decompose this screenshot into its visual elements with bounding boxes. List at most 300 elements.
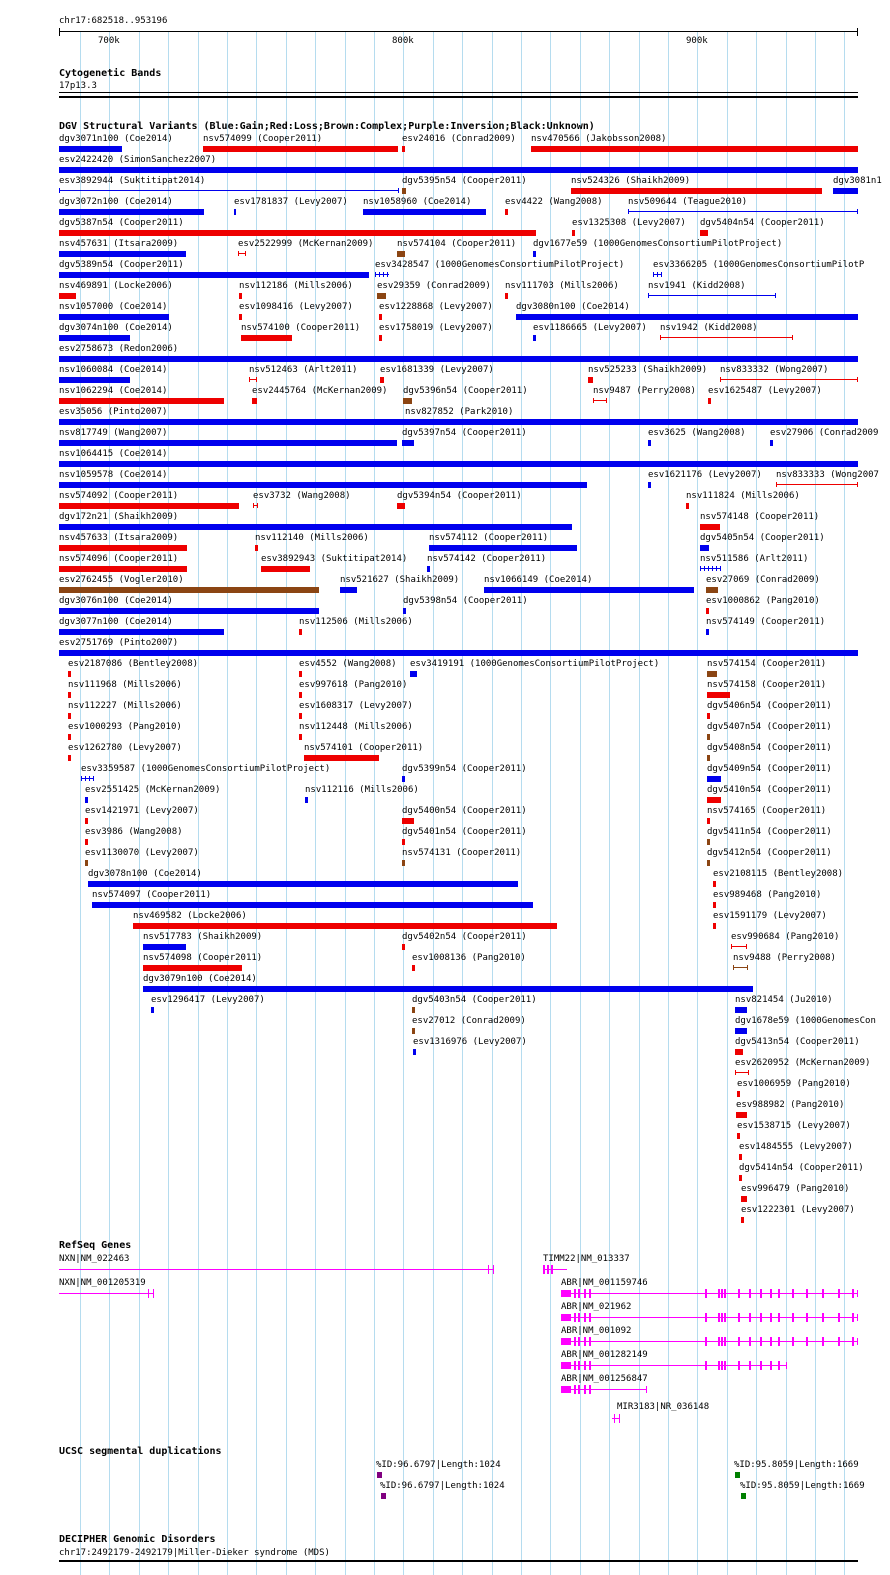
variant-bar[interactable] <box>706 587 718 593</box>
gene-exon <box>738 1313 740 1322</box>
variant-bar[interactable] <box>402 440 414 446</box>
gene-exon <box>806 1337 808 1346</box>
variant-bar[interactable] <box>713 923 716 929</box>
gene-exon <box>838 1337 840 1346</box>
variant-bar[interactable] <box>713 881 716 887</box>
variant-label: dgv3077n100 (Coe2014) <box>59 617 173 627</box>
gene-label[interactable]: ABR|NM_001159746 <box>561 1278 648 1288</box>
gene-exon <box>822 1337 824 1346</box>
variant-label: esv1325308 (Levy2007) <box>572 218 686 228</box>
variant-bar[interactable] <box>81 778 93 779</box>
variant-bar[interactable] <box>299 671 302 677</box>
variant-bar-cap <box>733 965 734 970</box>
segdup-label[interactable]: %ID:96.6797|Length:1024 <box>376 1460 501 1470</box>
variant-bar[interactable] <box>143 986 753 992</box>
variant-label: dgv3079n100 (Coe2014) <box>143 974 257 984</box>
variant-bar[interactable] <box>505 209 508 215</box>
variant-bar-tick <box>653 272 654 277</box>
gene-exon <box>770 1361 772 1370</box>
variant-bar[interactable] <box>85 797 88 803</box>
gene-exon <box>738 1289 740 1298</box>
variant-bar[interactable] <box>707 839 710 845</box>
variant-bar[interactable] <box>731 946 747 947</box>
variant-bar[interactable] <box>720 379 858 380</box>
variant-bar[interactable] <box>59 146 122 152</box>
variant-bar[interactable] <box>707 797 721 803</box>
variant-bar[interactable] <box>253 505 258 506</box>
variant-label: esv27012 (Conrad2009) <box>412 1016 526 1026</box>
variant-bar[interactable] <box>700 524 720 530</box>
variant-bar[interactable] <box>708 398 711 404</box>
gene-exon <box>721 1289 723 1298</box>
variant-bar[interactable] <box>713 902 716 908</box>
variant-bar[interactable] <box>397 251 405 257</box>
variant-bar[interactable] <box>255 545 258 551</box>
variant-bar[interactable] <box>85 818 88 824</box>
variant-bar[interactable] <box>85 860 88 866</box>
variant-bar[interactable] <box>707 818 710 824</box>
variant-bar[interactable] <box>737 1091 740 1097</box>
variant-bar[interactable] <box>299 713 302 719</box>
variant-label: nsv511586 (Arlt2011) <box>700 554 809 564</box>
variant-bar[interactable] <box>707 692 730 698</box>
variant-label: dgv5411n54 (Cooper2011) <box>707 827 832 837</box>
variant-bar[interactable] <box>375 274 389 275</box>
variant-label: esv2108115 (Bentley2008) <box>713 869 844 879</box>
variant-bar[interactable] <box>59 545 187 551</box>
variant-bar[interactable] <box>505 293 508 299</box>
variant-bar[interactable] <box>402 860 405 866</box>
grid-line <box>286 32 287 1575</box>
variant-label: esv1228868 (Levy2007) <box>379 302 493 312</box>
variant-label: nsv1064415 (Coe2014) <box>59 449 168 459</box>
variant-bar[interactable] <box>239 293 242 299</box>
gene-exon <box>778 1313 780 1322</box>
variant-label: dgv3081n1 <box>833 176 882 186</box>
gene-exon <box>589 1337 591 1346</box>
variant-bar[interactable] <box>203 146 398 152</box>
variant-label: nsv111968 (Mills2006) <box>68 680 182 690</box>
variant-label: nsv574098 (Cooper2011) <box>143 953 263 963</box>
variant-bar[interactable] <box>143 944 186 950</box>
variant-bar[interactable] <box>92 902 533 908</box>
variant-bar[interactable] <box>59 629 224 635</box>
variant-bar-cap <box>857 377 858 382</box>
variant-label: nsv574104 (Cooper2011) <box>397 239 517 249</box>
gene-label[interactable]: TIMM22|NM_013337 <box>543 1254 630 1264</box>
gene-exon <box>584 1313 586 1322</box>
variant-label: nsv112448 (Mills2006) <box>299 722 413 732</box>
variant-bar-cap <box>257 503 258 508</box>
variant-bar-tick <box>89 776 90 781</box>
variant-bar[interactable] <box>379 335 382 341</box>
variant-bar[interactable] <box>68 692 71 698</box>
variant-bar[interactable] <box>59 524 572 530</box>
variant-label: dgv5405n54 (Cooper2011) <box>700 533 825 543</box>
ruler-tick-mark <box>857 28 858 36</box>
track-title-decipher[interactable]: DECIPHER Genomic Disorders <box>59 1534 216 1545</box>
variant-label: nsv1941 (Kidd2008) <box>648 281 746 291</box>
variant-label: esv1186665 (Levy2007) <box>533 323 647 333</box>
gene-end-cap <box>857 1338 858 1345</box>
gene-label[interactable]: ABR|NM_021962 <box>561 1302 632 1312</box>
variant-bar[interactable] <box>707 671 717 677</box>
variant-bar[interactable] <box>59 650 858 656</box>
variant-bar[interactable] <box>686 503 689 509</box>
variant-label: nsv817749 (Wang2007) <box>59 428 168 438</box>
variant-label: dgv3071n100 (Coe2014) <box>59 134 173 144</box>
gene-intron-line[interactable] <box>59 1293 154 1294</box>
variant-bar[interactable] <box>700 545 709 551</box>
variant-bar[interactable] <box>151 1007 154 1013</box>
variant-label: esv1538715 (Levy2007) <box>737 1121 851 1131</box>
variant-label: esv1758019 (Levy2007) <box>379 323 493 333</box>
variant-bar[interactable] <box>402 818 414 824</box>
variant-bar[interactable] <box>59 272 369 278</box>
gene-exon <box>838 1289 840 1298</box>
variant-bar[interactable] <box>299 734 302 740</box>
variant-bar[interactable] <box>707 734 710 740</box>
gene-label[interactable]: ABR|NM_001256847 <box>561 1374 648 1384</box>
variant-label: nsv111703 (Mills2006) <box>505 281 619 291</box>
variant-bar[interactable] <box>427 566 430 572</box>
variant-bar[interactable] <box>143 965 242 971</box>
variant-bar[interactable] <box>238 253 246 254</box>
variant-bar[interactable] <box>402 146 405 152</box>
variant-bar[interactable] <box>59 167 858 173</box>
variant-bar[interactable] <box>739 1175 742 1181</box>
variant-bar[interactable] <box>648 295 776 296</box>
gene-exon <box>584 1289 586 1298</box>
variant-bar[interactable] <box>706 608 709 614</box>
gene-end-cap <box>619 1414 620 1423</box>
gene-intron-line[interactable] <box>561 1341 858 1342</box>
variant-bar[interactable] <box>736 1112 747 1118</box>
variant-label: dgv5389n54 (Cooper2011) <box>59 260 184 270</box>
gene-exon <box>578 1313 580 1322</box>
variant-label: nsv1059578 (Coe2014) <box>59 470 168 480</box>
variant-bar[interactable] <box>413 1049 416 1055</box>
variant-bar-tick <box>708 566 709 571</box>
variant-label: esv1484555 (Levy2007) <box>739 1142 853 1152</box>
variant-bar-tick <box>81 776 82 781</box>
variant-label: nsv521627 (Shaikh2009) <box>340 575 460 585</box>
segdup-label[interactable]: %ID:96.6797|Length:1024 <box>380 1481 505 1491</box>
variant-bar[interactable] <box>735 1028 747 1034</box>
track-title-dgv[interactable]: DGV Structural Variants (Blue:Gain;Red:Loss;Brown:Complex;Purple:Inversion;Black:Unknown) <box>59 121 595 132</box>
variant-bar[interactable] <box>412 965 415 971</box>
variant-bar[interactable] <box>59 293 76 299</box>
variant-bar[interactable] <box>429 545 577 551</box>
gene-exon <box>749 1289 751 1298</box>
variant-bar[interactable] <box>572 230 575 236</box>
variant-bar-cap <box>59 188 60 193</box>
variant-bar[interactable] <box>59 503 239 509</box>
variant-label: dgv3074n100 (Coe2014) <box>59 323 173 333</box>
variant-bar[interactable] <box>741 1196 747 1202</box>
variant-label: esv1006959 (Pang2010) <box>737 1079 851 1089</box>
variant-bar[interactable] <box>741 1217 744 1223</box>
ruler-tick-label: 900k <box>686 36 708 46</box>
variant-bar[interactable] <box>59 230 536 236</box>
track-title-segdup[interactable]: UCSC segmental duplications <box>59 1446 222 1457</box>
variant-bar[interactable] <box>59 440 397 446</box>
variant-bar[interactable] <box>770 440 773 446</box>
variant-bar[interactable] <box>380 377 384 383</box>
gene-intron-line[interactable] <box>561 1293 858 1294</box>
gene-exon <box>705 1361 707 1370</box>
variant-label: nsv9488 (Perry2008) <box>733 953 836 963</box>
variant-label: esv1000293 (Pang2010) <box>68 722 182 732</box>
variant-bar[interactable] <box>737 1133 740 1139</box>
variant-bar[interactable] <box>59 482 587 488</box>
variant-bar-tick <box>387 272 388 277</box>
variant-bar[interactable] <box>59 608 319 614</box>
variant-bar[interactable] <box>133 923 557 929</box>
gene-exon <box>852 1337 854 1346</box>
track-title-cytobands[interactable]: Cytogenetic Bands <box>59 68 162 79</box>
variant-label: esv27069 (Conrad2009) <box>706 575 820 585</box>
variant-bar[interactable] <box>735 1049 743 1055</box>
variant-label: nsv525233 (Shaikh2009) <box>588 365 708 375</box>
gene-intron-line[interactable] <box>59 1269 494 1270</box>
segdup-bar[interactable] <box>381 1493 386 1499</box>
variant-label: nsv574149 (Cooper2011) <box>706 617 826 627</box>
variant-bar[interactable] <box>735 1072 749 1073</box>
variant-bar[interactable] <box>59 587 319 593</box>
gene-exon <box>721 1337 723 1346</box>
variant-label: esv1608317 (Levy2007) <box>299 701 413 711</box>
variant-bar[interactable] <box>68 734 71 740</box>
gene-intron-line[interactable] <box>561 1365 787 1366</box>
gene-exon <box>838 1313 840 1322</box>
variant-bar[interactable] <box>299 629 302 635</box>
variant-label: nsv574158 (Cooper2011) <box>707 680 827 690</box>
variant-bar[interactable] <box>833 188 858 194</box>
gene-label[interactable]: ABR|NM_001092 <box>561 1326 632 1336</box>
gene-exon <box>578 1361 580 1370</box>
gene-exon <box>589 1385 591 1394</box>
variant-bar[interactable] <box>739 1154 742 1160</box>
gene-exon <box>718 1289 720 1298</box>
variant-bar-cap <box>735 1070 736 1075</box>
variant-bar-cap <box>249 377 250 382</box>
variant-bar[interactable] <box>249 379 257 380</box>
variant-label: nsv574099 (Cooper2011) <box>203 134 323 144</box>
variant-label: esv1008136 (Pang2010) <box>412 953 526 963</box>
variant-bar[interactable] <box>59 377 130 383</box>
variant-bar[interactable] <box>571 188 822 194</box>
variant-bar[interactable] <box>707 755 710 761</box>
variant-bar[interactable] <box>402 776 405 782</box>
variant-label: esv2751769 (Pinto2007) <box>59 638 179 648</box>
variant-bar[interactable] <box>59 566 187 572</box>
variant-label: esv3419191 (1000GenomesConsortiumPilotProject) <box>410 659 660 669</box>
gene-label[interactable]: MIR3183|NR_036148 <box>617 1402 710 1412</box>
variant-bar[interactable] <box>410 671 417 677</box>
variant-bar-tick <box>704 566 705 571</box>
variant-bar[interactable] <box>484 587 694 593</box>
variant-bar[interactable] <box>59 356 858 362</box>
variant-bar[interactable] <box>706 629 709 635</box>
gene-label[interactable]: ABR|NM_001282149 <box>561 1350 648 1360</box>
variant-label: nsv457633 (Itsara2009) <box>59 533 179 543</box>
gene-label[interactable]: NXN|NM_001205319 <box>59 1278 146 1288</box>
variant-bar[interactable] <box>660 337 793 338</box>
decipher-feature-bar[interactable] <box>59 1560 858 1562</box>
variant-bar[interactable] <box>59 251 186 257</box>
variant-bar[interactable] <box>377 293 386 299</box>
gene-intron-line[interactable] <box>561 1317 858 1318</box>
grid-line <box>256 32 257 1575</box>
variant-label: dgv5414n54 (Cooper2011) <box>739 1163 864 1173</box>
variant-bar[interactable] <box>700 568 720 569</box>
variant-label: esv1625487 (Levy2007) <box>708 386 822 396</box>
segdup-bar[interactable] <box>735 1472 740 1478</box>
variant-bar[interactable] <box>252 398 257 404</box>
variant-bar[interactable] <box>59 314 169 320</box>
gene-end-cap <box>857 1314 858 1321</box>
gene-exon <box>721 1313 723 1322</box>
variant-label: esv2620952 (McKernan2009) <box>735 1058 871 1068</box>
variant-bar[interactable] <box>405 419 407 425</box>
decipher-label[interactable]: chr17:2492179-2492179|Miller-Dieker syndrome (MDS) <box>59 1548 330 1558</box>
variant-bar-cap <box>775 293 776 298</box>
variant-label: esv997618 (Pang2010) <box>299 680 408 690</box>
gene-exon <box>718 1337 720 1346</box>
variant-label: nsv827852 (Park2010) <box>405 407 514 417</box>
segdup-bar[interactable] <box>377 1472 382 1478</box>
variant-bar[interactable] <box>707 713 710 719</box>
gene-exon <box>852 1313 854 1322</box>
gene-exon <box>589 1289 591 1298</box>
variant-bar[interactable] <box>59 398 224 404</box>
gene-end-cap <box>488 1265 489 1274</box>
track-title-refseq[interactable]: RefSeq Genes <box>59 1240 132 1251</box>
variant-bar[interactable] <box>59 461 858 467</box>
variant-bar[interactable] <box>707 776 721 782</box>
variant-label: nsv9487 (Perry2008) <box>593 386 696 396</box>
variant-bar[interactable] <box>304 755 379 761</box>
variant-label: nsv1057000 (Coe2014) <box>59 302 168 312</box>
variant-bar-cap <box>593 398 594 403</box>
variant-label: esv2551425 (McKernan2009) <box>85 785 221 795</box>
variant-bar[interactable] <box>588 377 593 383</box>
variant-label: esv1000862 (Pang2010) <box>706 596 820 606</box>
variant-bar[interactable] <box>241 335 292 341</box>
cytoband-line <box>59 92 858 93</box>
variant-bar[interactable] <box>700 230 708 236</box>
variant-bar[interactable] <box>412 1028 415 1034</box>
ruler-tick-label: 800k <box>392 36 414 46</box>
gene-exon <box>574 1337 576 1346</box>
variant-bar[interactable] <box>776 484 858 485</box>
variant-label: esv1621176 (Levy2007) <box>648 470 762 480</box>
variant-bar[interactable] <box>299 692 302 698</box>
variant-bar[interactable] <box>403 608 406 614</box>
variant-bar[interactable] <box>59 335 130 341</box>
variant-bar[interactable] <box>733 967 748 968</box>
variant-label: nsv112186 (Mills2006) <box>239 281 353 291</box>
variant-bar[interactable] <box>59 209 204 215</box>
variant-bar[interactable] <box>261 566 310 572</box>
variant-label: nsv1058960 (Coe2014) <box>363 197 472 207</box>
variant-bar[interactable] <box>68 713 71 719</box>
variant-bar[interactable] <box>85 839 88 845</box>
variant-bar-cap <box>731 944 732 949</box>
variant-bar-cap <box>857 209 858 214</box>
segdup-label[interactable]: %ID:95.8059|Length:1669 <box>734 1460 859 1470</box>
gene-label[interactable]: NXN|NM_022463 <box>59 1254 130 1264</box>
variant-bar[interactable] <box>363 209 486 215</box>
variant-bar[interactable] <box>707 860 710 866</box>
variant-label: nsv112116 (Mills2006) <box>305 785 419 795</box>
variant-bar[interactable] <box>533 251 536 257</box>
variant-bar[interactable] <box>516 314 858 320</box>
variant-label: esv3359587 (1000GenomesConsortiumPilotProject) <box>81 764 331 774</box>
variant-bar[interactable] <box>59 190 399 191</box>
variant-label: esv29359 (Conrad2009) <box>377 281 491 291</box>
variant-bar[interactable] <box>412 1007 415 1013</box>
variant-bar[interactable] <box>653 274 662 275</box>
variant-bar[interactable] <box>340 587 357 593</box>
gene-exon <box>705 1313 707 1322</box>
segdup-bar[interactable] <box>741 1493 746 1499</box>
cytoband-line <box>59 96 858 98</box>
variant-bar[interactable] <box>531 146 858 152</box>
variant-bar[interactable] <box>648 482 651 488</box>
variant-bar[interactable] <box>234 209 236 215</box>
variant-bar[interactable] <box>403 398 412 404</box>
variant-bar[interactable] <box>68 671 71 677</box>
gene-exon <box>561 1290 571 1297</box>
variant-label: nsv1942 (Kidd2008) <box>660 323 758 333</box>
variant-bar[interactable] <box>239 314 242 320</box>
variant-label: dgv3076n100 (Coe2014) <box>59 596 173 606</box>
variant-bar[interactable] <box>648 440 651 446</box>
variant-bar[interactable] <box>379 314 382 320</box>
segdup-label[interactable]: %ID:95.8059|Length:1669 <box>740 1481 865 1491</box>
variant-bar[interactable] <box>593 400 607 401</box>
variant-label: esv1316976 (Levy2007) <box>413 1037 527 1047</box>
variant-bar[interactable] <box>305 797 308 803</box>
variant-bar[interactable] <box>68 755 71 761</box>
variant-label: esv3732 (Wang2008) <box>253 491 351 501</box>
gene-exon <box>543 1265 545 1274</box>
gene-exon <box>749 1337 751 1346</box>
gene-exon <box>718 1361 720 1370</box>
variant-label: esv3986 (Wang2008) <box>85 827 183 837</box>
variant-label: dgv5396n54 (Cooper2011) <box>403 386 528 396</box>
gene-exon <box>705 1289 707 1298</box>
variant-bar[interactable] <box>402 944 405 950</box>
variant-bar[interactable] <box>88 881 518 887</box>
grid-line <box>315 32 316 1575</box>
variant-label: dgv5401n54 (Cooper2011) <box>402 827 527 837</box>
gene-exon <box>760 1361 762 1370</box>
variant-bar[interactable] <box>735 1007 747 1013</box>
gene-exon <box>778 1337 780 1346</box>
variant-bar[interactable] <box>533 335 536 341</box>
variant-bar[interactable] <box>628 211 858 212</box>
variant-bar[interactable] <box>59 419 858 425</box>
variant-bar[interactable] <box>402 188 406 194</box>
variant-label: esv4552 (Wang2008) <box>299 659 397 669</box>
variant-bar[interactable] <box>402 839 405 845</box>
variant-bar-cap <box>720 377 721 382</box>
variant-label: esv2187086 (Bentley2008) <box>68 659 199 669</box>
variant-bar[interactable] <box>397 503 405 509</box>
